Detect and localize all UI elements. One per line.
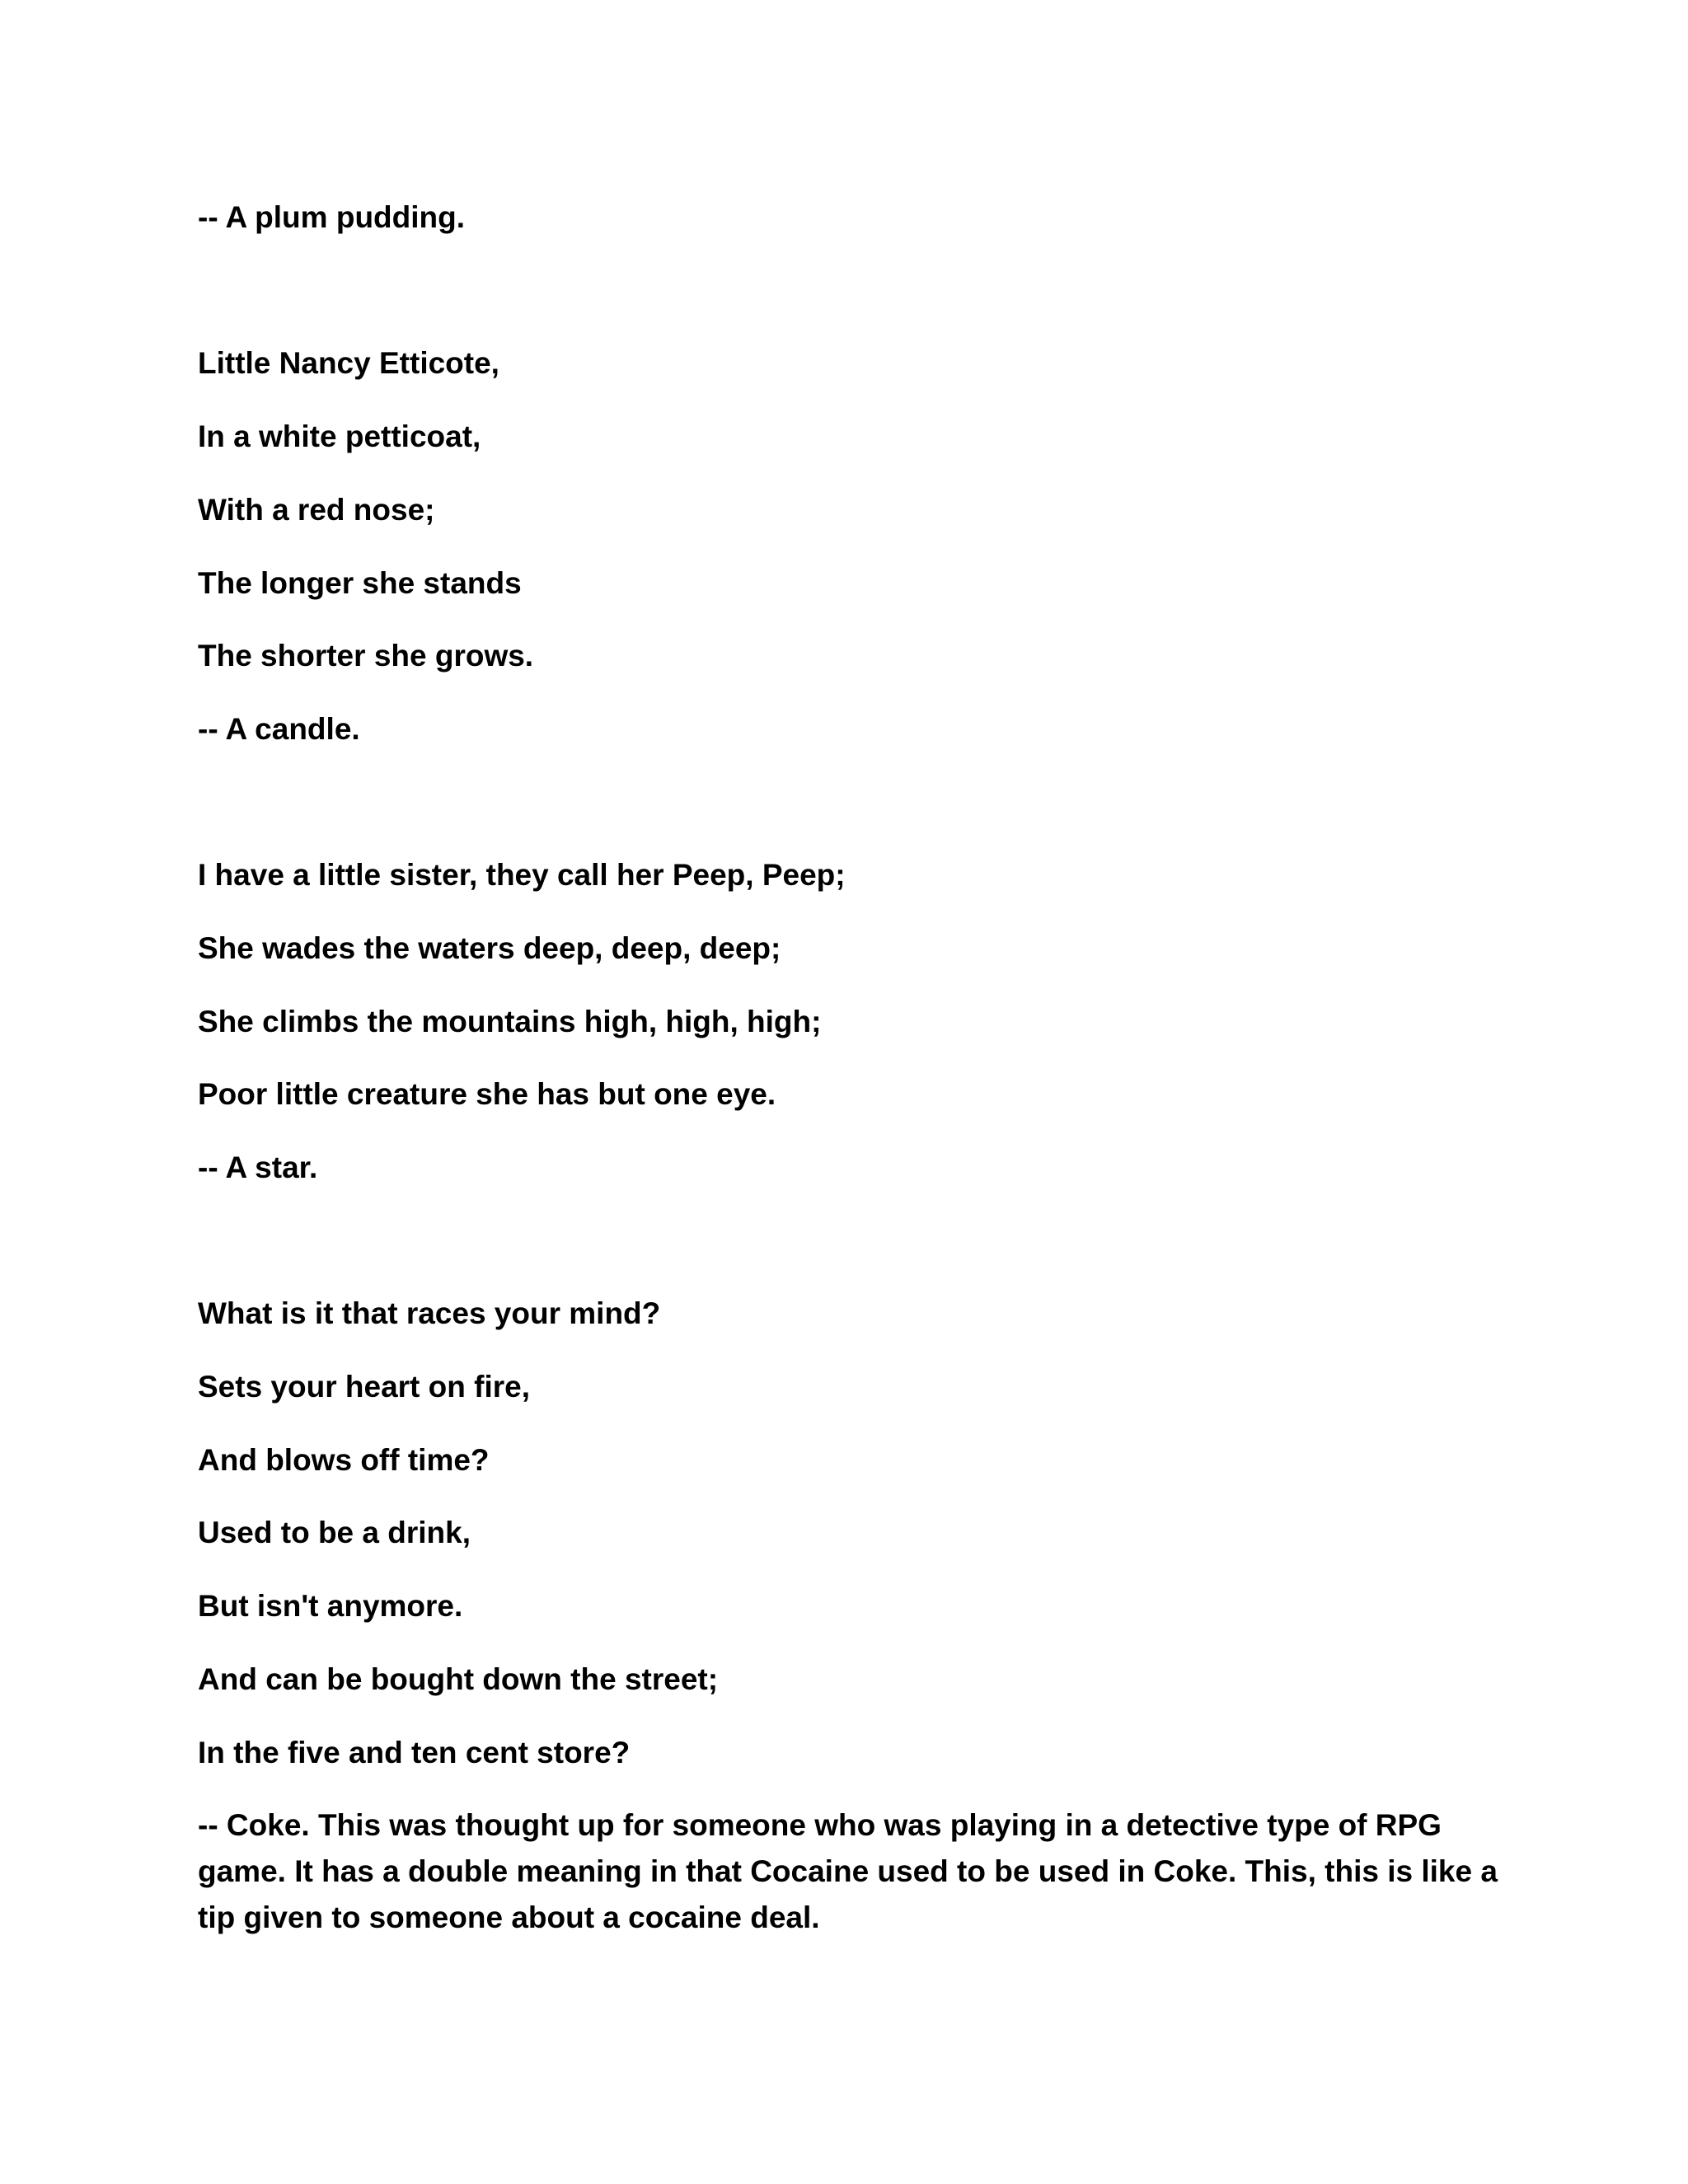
text-line: She wades the waters deep, deep, deep; (198, 931, 781, 965)
text-line: In a white petticoat, (198, 419, 481, 453)
text-line: The longer she stands (198, 566, 522, 600)
text-line: But isn't anymore. (198, 1589, 463, 1623)
text-line: Poor little creature she has but one eye. (198, 1077, 776, 1111)
text-line: And blows off time? (198, 1443, 490, 1477)
text-line: She climbs the mountains high, high, high; (198, 1005, 822, 1038)
answer-paragraph: -- Coke. This was thought up for someone who was playing in a detective type of RPG game. It has a double meaning in that Cocaine used to be used in Coke. This, this is like a tip given to someone about a cocaine deal. (198, 1808, 1498, 1934)
text-line: The shorter she grows. (198, 639, 534, 673)
text-line: What is it that races your mind? (198, 1296, 661, 1330)
text-line: -- A star. (198, 1151, 318, 1184)
text-line: With a red nose; (198, 493, 435, 527)
text-line: -- A candle. (198, 712, 360, 746)
text-line: And can be bought down the street; (198, 1662, 719, 1696)
text-line: Sets your heart on fire, (198, 1370, 530, 1404)
text-line: -- A plum pudding. (198, 200, 466, 234)
text-line: In the five and ten cent store? (198, 1736, 631, 1769)
text-line: I have a little sister, they call her Peep, Peep; (198, 858, 846, 892)
text-line: Used to be a drink, (198, 1516, 471, 1549)
text-line: Little Nancy Etticote, (198, 346, 499, 380)
